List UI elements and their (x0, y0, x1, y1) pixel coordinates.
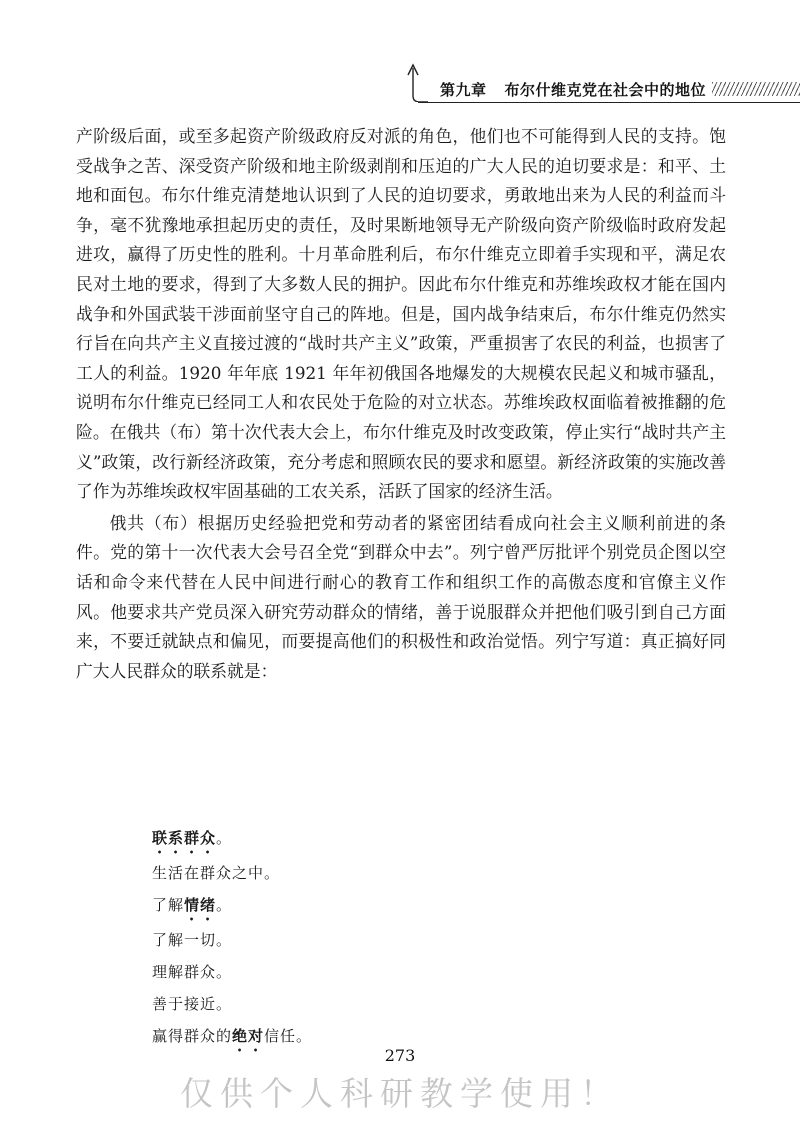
quote-line-3 (152, 889, 312, 924)
chapter-title (440, 79, 706, 100)
body-text (76, 122, 726, 686)
page-number: 273 (384, 1046, 416, 1065)
header-hatch-decoration (712, 82, 800, 96)
header-arrow-icon (404, 62, 428, 102)
quote-line-5: 理解群众。 (152, 963, 233, 981)
emphasis-text: 情绪 (184, 896, 217, 914)
lenin-quote (152, 822, 312, 1055)
emphasis-text: 绝对 (232, 1027, 265, 1045)
quote-text: 信任。 (264, 1027, 313, 1045)
chapter-name: 布尔什维克党在社会中的地位 (504, 81, 707, 99)
paragraph-1: 产阶级后面，或至多起资产阶级政府反对派的角色，他们也不可能得到人民的支持。饱受战争之苦、深受资产阶级和地主阶级剥削和压迫的广大人民的迫切要求是：和平、土地和面包。布尔什维克清楚地认识到了人民的迫切要求，勇敢地出来为人民的利益而斗争，毫不犹豫地承担起历史的责任，及时果断地领导无产阶级向资产阶级临时政府发起进攻，赢得了历史性的胜利。十月革命胜利后，布尔什维克立即着手实现和平，满足农民对土地的要求，得到了大多数人民的拥护。因此布尔什维克和苏维埃政权才能在国内战争和外国武装干涉面前坚守自己的阵地。但是，国内战争结束后，布尔什维克仍然实行旨在向共产主义直接过渡的“战时共产主义”政策，严重损害了农民的利益，也损害了工人的利益。1920 年年底 1921 年年初俄国各地爆发的大规模农民起义和城市骚乱，说明布尔什维克已经同工人和农民处于危险的对立状态。苏维埃政权面临着被推翻的危险。在俄共（布）第十次代表大会上，布尔什维克及时改变政策，停止实行“战时共产主义”政策，改行新经济政策，充分考虑和照顾农民的要求和愿望。新经济政策的实施改善了作为苏维埃政权牢固基础的工农关系，活跃了国家的经济生活。 (76, 126, 726, 502)
quote-line-6: 善于接近。 (152, 995, 233, 1013)
quote-text: 赢得群众的 (152, 1027, 233, 1045)
running-header (404, 62, 800, 102)
quote-text: 。 (216, 896, 233, 914)
quote-line-2: 生活在群众之中。 (152, 864, 281, 882)
quote-text: 了解 (152, 896, 185, 914)
watermark: 仅供个人科研教学使用！ (180, 1074, 620, 1113)
chapter-number: 第九章 (440, 81, 487, 99)
paragraph-2: 俄共（布）根据历史经验把党和劳动者的紧密团结看成向社会主义顺利前进的条件。党的第十一次代表大会号召全党“到群众中去”。列宁曾严厉批评个别党员企图以空话和命令来代替在人民中间进行耐心的教育工作和组织工作的高傲态度和官僚主义作风。他要求共产党员深入研究劳动群众的情绪，善于说服群众并把他们吸引到自己方面来，不要迁就缺点和偏见，而要提高他们的积极性和政治觉悟。列宁写道：真正搞好同广大人民群众的联系就是： (76, 512, 726, 681)
quote-text: 。 (216, 829, 233, 847)
header-rule (418, 102, 800, 103)
emphasis-text: 联系群众 (152, 829, 217, 847)
quote-line-4: 了解一切。 (152, 931, 233, 949)
quote-line-1 (152, 822, 312, 857)
